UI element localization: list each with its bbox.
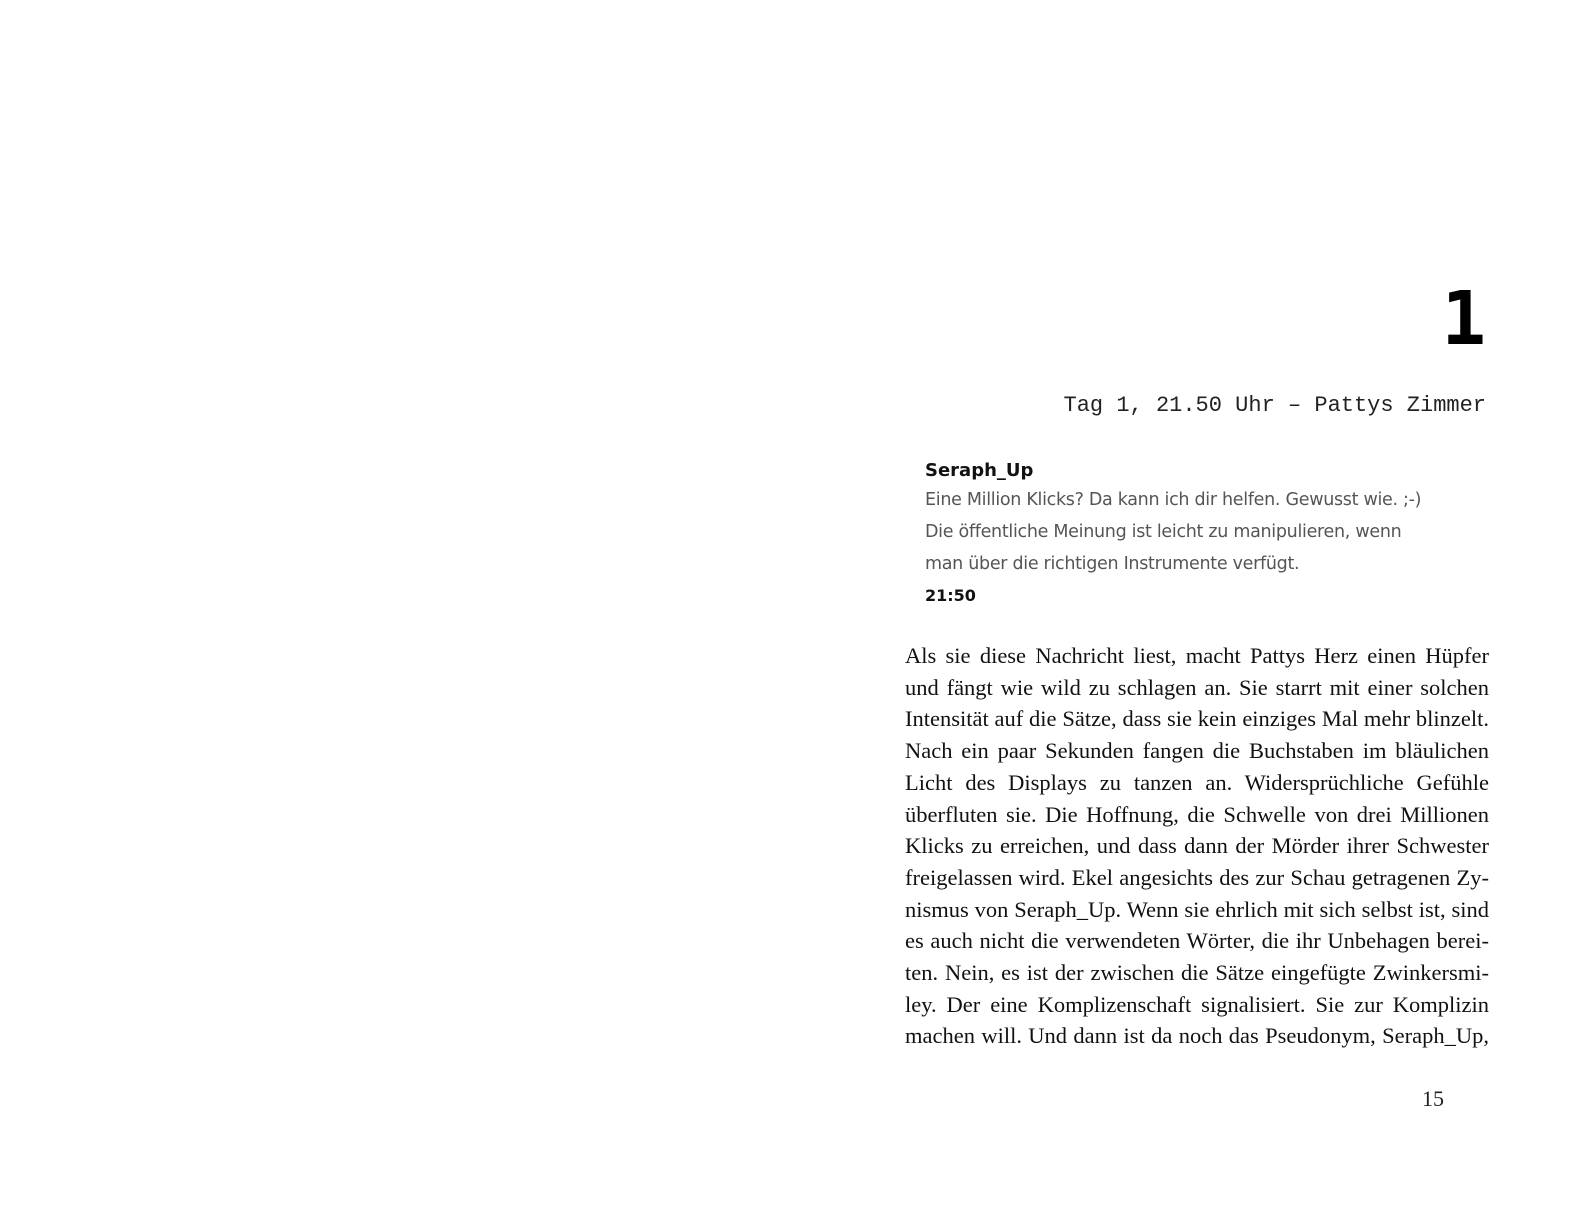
message-sender: Seraph_Up bbox=[925, 460, 1034, 481]
body-line: machen will. Und dann ist da noch das Pseudonym, Seraph_Up, bbox=[905, 1023, 1489, 1049]
body-line: überfluten sie. Die Hoffnung, die Schwelle von drei Millionen bbox=[905, 801, 1489, 827]
chapter-subtitle: Tag 1, 21.50 Uhr – Pattys Zimmer bbox=[1063, 393, 1486, 418]
body-line: ten. Nein, es ist der zwischen die Sätze eingefügte Zwinkersmi- bbox=[905, 960, 1489, 986]
chapter-number: 1 bbox=[1441, 276, 1486, 362]
chat-message bbox=[925, 458, 1445, 610]
body-line: es auch nicht die verwendeten Wörter, die ihr Unbehagen berei- bbox=[905, 928, 1489, 954]
body-line: nismus von Seraph_Up. Wenn sie ehrlich mit sich selbst ist, sind bbox=[905, 896, 1489, 922]
body-line: und fängt wie wild zu schlagen an. Sie starrt mit einer solchen bbox=[905, 674, 1489, 700]
page-number: 15 bbox=[1422, 1086, 1444, 1111]
body-line: freigelassen wird. Ekel angesichts des zur Schau getragenen Zy- bbox=[905, 864, 1489, 890]
message-line: man über die richtigen Instrumente verfügt. bbox=[925, 554, 1300, 574]
body-line: Intensität auf die Sätze, dass sie kein einziges Mal mehr blinzelt. bbox=[905, 706, 1489, 732]
body-line: Nach ein paar Sekunden fangen die Buchstaben im bläulichen bbox=[905, 738, 1489, 764]
body-line: Als sie diese Nachricht liest, macht Pattys Herz einen Hüpfer bbox=[905, 643, 1489, 668]
message-time: 21:50 bbox=[925, 586, 976, 605]
message-line: Die öffentliche Meinung ist leicht zu manipulieren, wenn bbox=[925, 522, 1402, 542]
body-paragraph bbox=[905, 640, 1489, 1052]
right-page bbox=[797, 0, 1594, 1217]
message-line: Eine Million Klicks? Da kann ich dir helfen. Gewusst wie. ;-) bbox=[925, 490, 1422, 510]
body-line: ley. Der eine Komplizenschaft signalisiert. Sie zur Komplizin bbox=[905, 991, 1489, 1017]
body-line: Licht des Displays zu tanzen an. Widersprüchliche Gefühle bbox=[905, 769, 1489, 795]
body-line: Klicks zu erreichen, und dass dann der Mörder ihrer Schwester bbox=[905, 833, 1489, 859]
